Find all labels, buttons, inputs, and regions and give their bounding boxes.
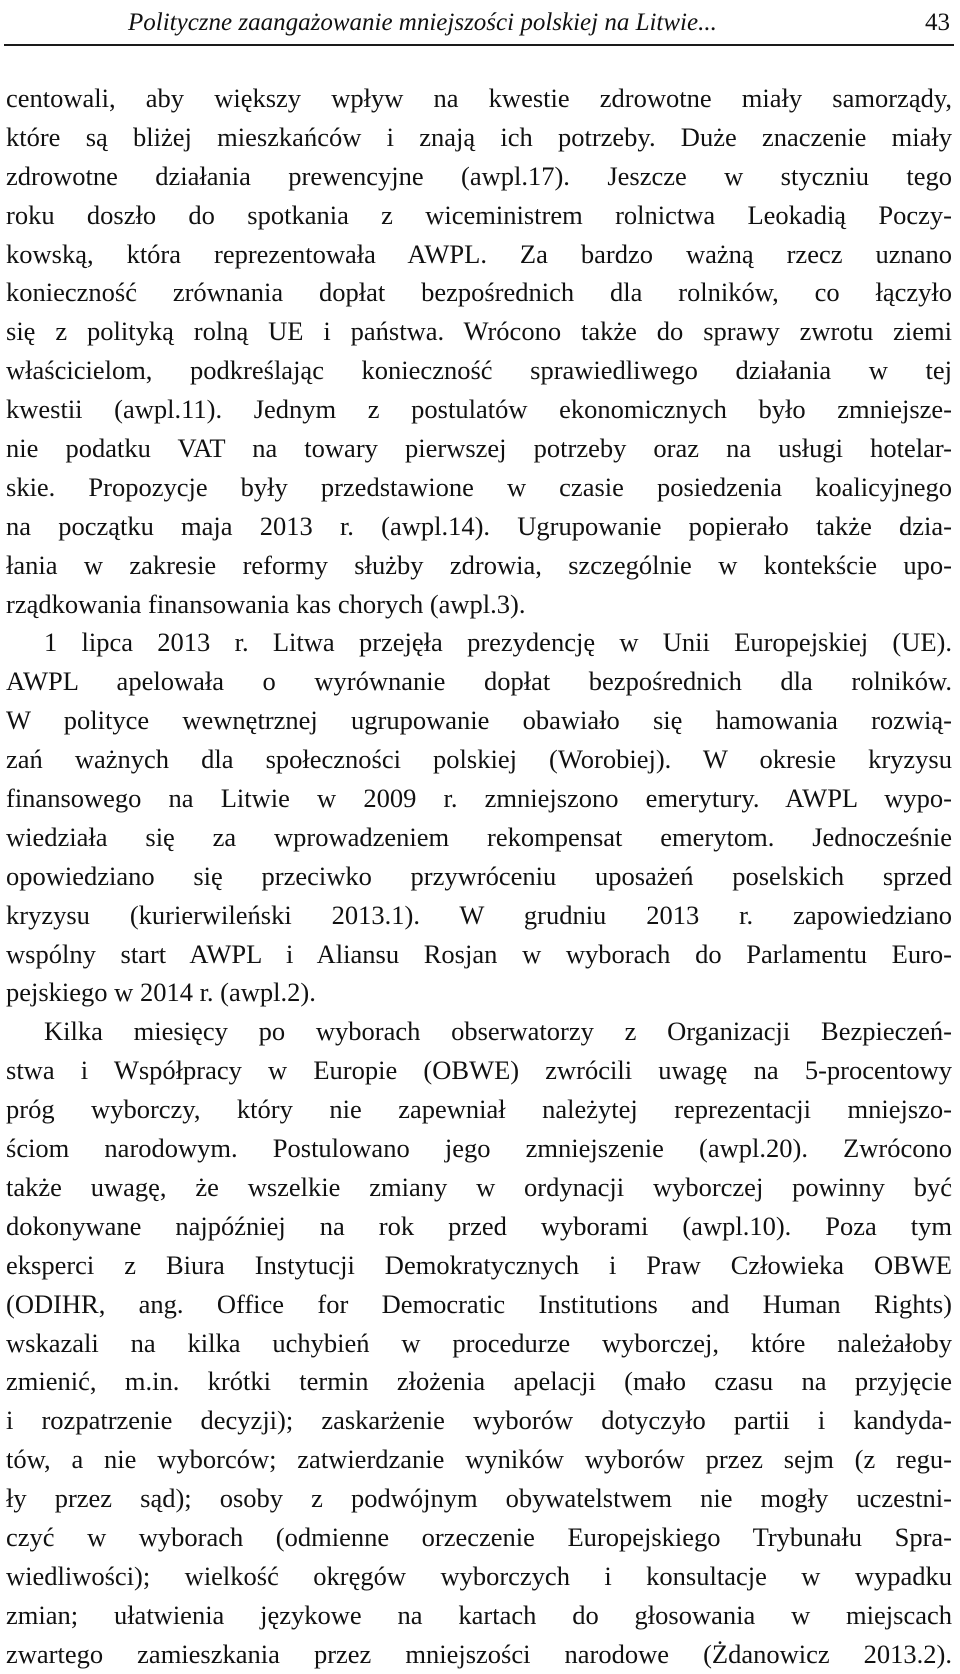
text-line: W polityce wewnętrznej ugrupowanie obawiało się hamowania rozwią- xyxy=(6,705,952,736)
paragraph-first-line: Kilka miesięcy po wyborach obserwatorzy z Organizacji Bezpieczeń- xyxy=(44,1016,952,1047)
text-line: opowiedziano się przeciwko przywróceniu uposażeń poselskich sprzed xyxy=(6,860,952,891)
text-line: kwestii (awpl.11). Jednym z postulatów ekonomicznych było zmniejsze- xyxy=(6,394,952,425)
text-line: kowską, która reprezentowała AWPL. Za bardzo ważną rzecz uznano xyxy=(6,238,952,269)
text-line: finansowego na Litwie w 2009 r. zmniejszono emerytury. AWPL wypo- xyxy=(6,783,952,814)
text-line: nie podatku VAT na towary pierwszej potrzeby oraz na usługi hotelar- xyxy=(6,433,952,464)
text-line: centowali, aby większy wpływ na kwestie zdrowotne miały samorządy, xyxy=(6,83,952,113)
text-line: roku doszło do spotkania z wiceministrem rolnictwa Leokadią Poczy- xyxy=(6,199,952,230)
text-line: zmienić, m.in. krótki termin złożenia apelacji (mało czasu na przyjęcie xyxy=(6,1366,952,1397)
text-line: konieczność zrównania dopłat bezpośrednich dla rolników, co łączyło xyxy=(6,277,952,308)
text-line: dokonywane najpóźniej na rok przed wyborami (awpl.10). Poza tym xyxy=(6,1210,952,1241)
text-line: próg wyborczy, który nie zapewniał należytej reprezentacji mniejszo- xyxy=(6,1094,952,1125)
text-line: eksperci z Biura Instytucji Demokratycznych i Praw Człowieka OBWE xyxy=(6,1249,952,1280)
text-line: ły przez sąd); osoby z podwójnym obywatelstwem nie mogły uczestni- xyxy=(6,1483,952,1514)
text-line: właścicielom, podkreślając konieczność sprawiedliwego działania w tej xyxy=(6,355,952,386)
text-line: na początku maja 2013 r. (awpl.14). Ugrupowanie popierało także dzia- xyxy=(6,510,952,541)
text-line: wskazali na kilka uchybień w procedurze wyborczej, które należałoby xyxy=(6,1327,952,1358)
page-number: 43 xyxy=(925,9,950,36)
text-line: wiedziała się za wprowadzeniem rekompensat emerytom. Jednocześnie xyxy=(6,821,952,852)
text-line: stwa i Współpracy w Europie (OBWE) zwrócili uwagę na 5-procentowy xyxy=(6,1055,952,1086)
text-line: skie. Propozycje były przedstawione w czasie posiedzenia koalicyjnego xyxy=(6,471,952,502)
running-header xyxy=(4,6,954,46)
text-line: się z polityką rolną UE i państwa. Wrócono także do sprawy zwrotu ziemi xyxy=(6,316,952,347)
text-line: tów, a nie wyborców; zatwierdzanie wyników wyborów przez sejm (z regu- xyxy=(6,1444,952,1475)
paragraph-end-line: rządkowania finansowania kas chorych (awpl.3). xyxy=(6,588,526,619)
paragraph-end-line: pejskiego w 2014 r. (awpl.2). xyxy=(6,977,316,1008)
text-line: które są bliżej mieszkańców i znają ich potrzeby. Duże znaczenie miały xyxy=(6,121,952,152)
text-line: wiedliwości); wielkość okręgów wyborczych i konsultacje w wypadku xyxy=(6,1560,952,1591)
text-line: i rozpatrzenie decyzji); zaskarżenie wyborów dotyczyło partii i kandyda- xyxy=(6,1405,952,1436)
text-line: zmian; ułatwienia językowe na kartach do głosowania w miejscach xyxy=(6,1599,952,1630)
text-line: łania w zakresie reformy służby zdrowia, szczególnie w kontekście upo- xyxy=(6,549,952,580)
text-line: AWPL apelowała o wyrównanie dopłat bezpośrednich dla rolników. xyxy=(6,666,952,697)
body-text xyxy=(6,79,952,1674)
text-line: zań ważnych dla społeczności polskiej (Worobiej). W okresie kryzysu xyxy=(6,744,952,775)
paragraph-first-line: 1 lipca 2013 r. Litwa przejęła prezydencję w Unii Europejskiej (UE). xyxy=(44,627,952,658)
running-header-title: Polityczne zaangażowanie mniejszości polskiej na Litwie... xyxy=(128,9,717,36)
text-line: ściom narodowym. Postulowano jego zmniejszenie (awpl.20). Zwrócono xyxy=(6,1133,952,1164)
text-line: czyć w wyborach (odmienne orzeczenie Europejskiego Trybunału Spra- xyxy=(6,1521,952,1552)
text-line: zwartego zamieszkania przez mniejszości narodowe (Żdanowicz 2013.2). xyxy=(6,1638,952,1669)
text-line: wspólny start AWPL i Aliansu Rosjan w wyborach do Parlamentu Euro- xyxy=(6,938,952,969)
text-line: (ODIHR, ang. Office for Democratic Institutions and Human Rights) xyxy=(6,1288,952,1319)
text-line: także uwagę, że wszelkie zmiany w ordynacji wyborczej powinny być xyxy=(6,1171,952,1202)
text-line: zdrowotne działania prewencyjne (awpl.17). Jeszcze w styczniu tego xyxy=(6,160,952,191)
text-line: kryzysu (kurierwileński 2013.1). W grudniu 2013 r. zapowiedziano xyxy=(6,899,952,930)
